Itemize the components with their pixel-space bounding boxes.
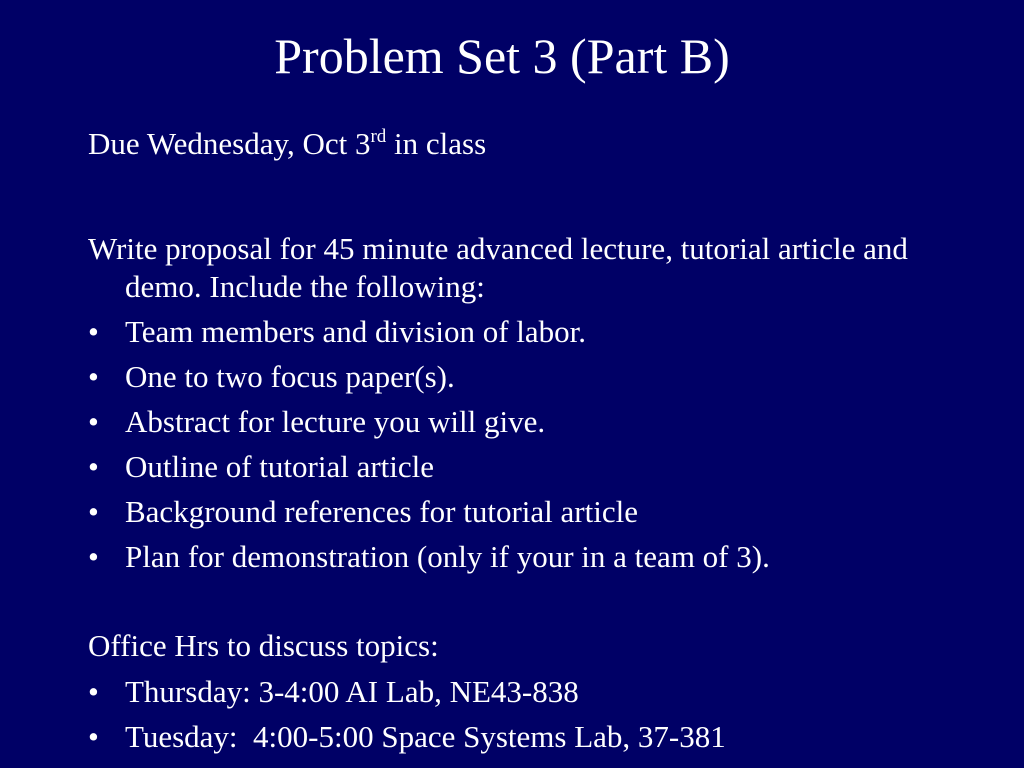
proposal-intro: Write proposal for 45 minute advanced lecture, tutorial article and demo. Include the following: <box>88 231 908 304</box>
due-date-prefix: Due Wednesday, Oct 3 <box>88 126 371 161</box>
list-item-text: Background references for tutorial article <box>125 494 638 529</box>
list-item <box>88 537 988 582</box>
list-item <box>88 672 988 717</box>
bullet-icon: • <box>88 404 99 439</box>
due-date-suffix: in class <box>386 126 487 161</box>
list-item <box>88 447 988 492</box>
list-item-text: One to two focus paper(s). <box>125 359 455 394</box>
list-item-text: Team members and division of labor. <box>125 314 587 349</box>
list-item-text: Plan for demonstration (only if your in a team of 3). <box>125 539 770 574</box>
due-date-superscript: rd <box>370 126 387 147</box>
bullet-icon: • <box>88 359 99 394</box>
bullet-icon: • <box>88 494 99 529</box>
list-item <box>88 402 988 447</box>
list-item <box>88 312 988 357</box>
requirements-list <box>88 312 988 582</box>
list-item-text: Abstract for lecture you will give. <box>125 404 546 439</box>
list-item-text: Thursday: 3-4:00 AI Lab, NE43-838 <box>125 674 579 709</box>
bullet-icon: • <box>88 449 99 484</box>
office-hours-list <box>88 672 988 762</box>
bullet-icon: • <box>88 314 99 349</box>
bullet-icon: • <box>88 539 99 574</box>
list-item <box>88 357 988 402</box>
list-item <box>88 492 988 537</box>
slide-body <box>88 124 988 762</box>
bullet-icon: • <box>88 674 99 709</box>
bullet-icon: • <box>88 719 99 754</box>
list-item-text: Tuesday: 4:00-5:00 Space Systems Lab, 37-381 <box>125 719 726 754</box>
list-item <box>88 717 988 762</box>
list-item-text: Outline of tutorial article <box>125 449 435 484</box>
slide-title: Problem Set 3 (Part B) <box>274 28 730 84</box>
due-date-line <box>88 124 988 164</box>
office-hours-heading: Office Hrs to discuss topics: <box>88 628 439 663</box>
